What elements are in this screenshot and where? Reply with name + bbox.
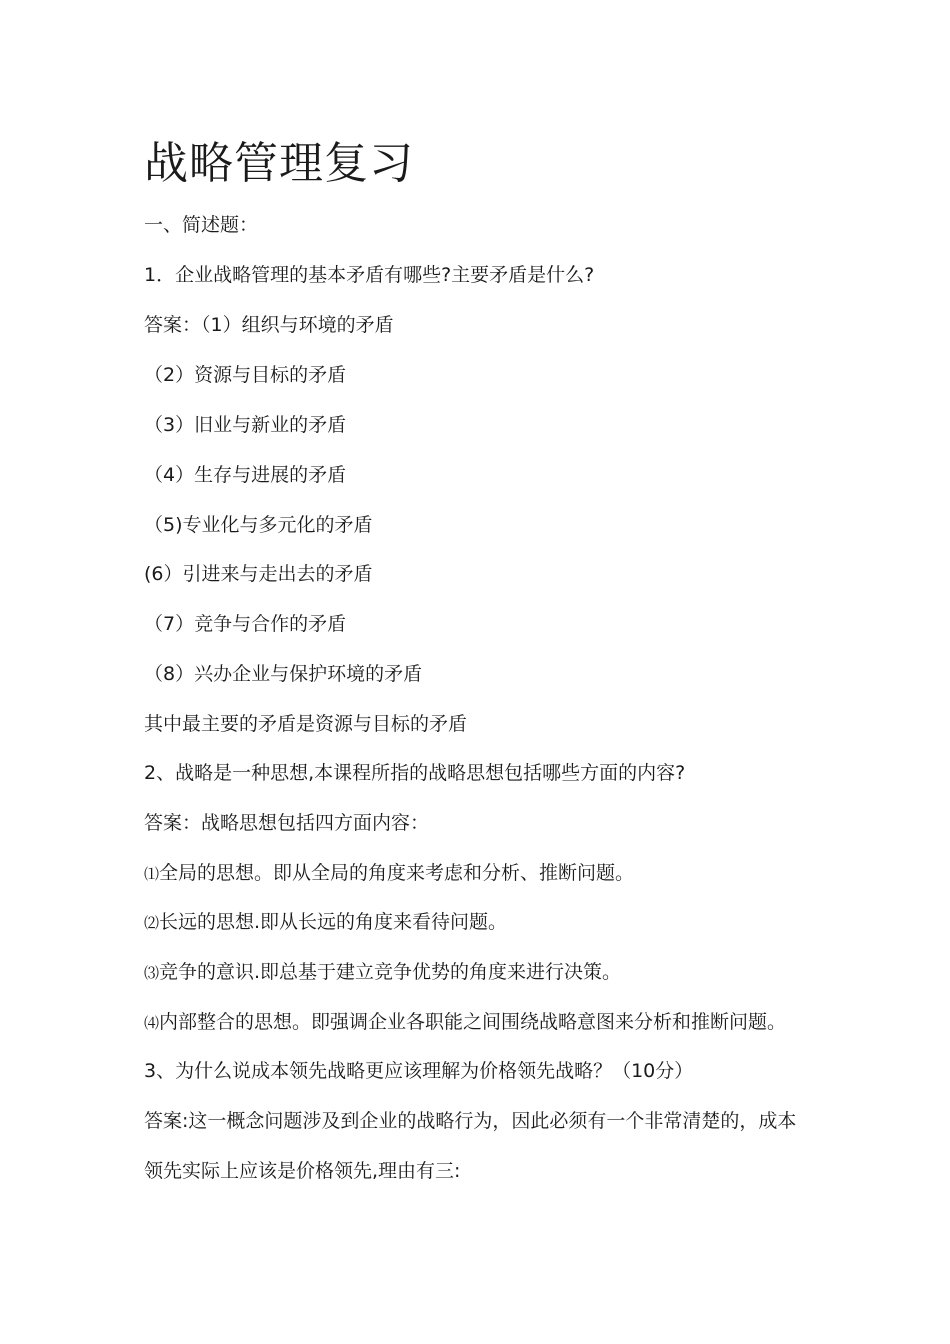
question-2: 2、战略是一种思想,本课程所指的战略思想包括哪些方面的内容?	[144, 762, 686, 784]
item-text: 全局的思想。即从全局的角度来考虑和分析、推断问题。	[159, 862, 635, 884]
item-number: ⑵	[144, 914, 160, 932]
answer-1-item: （3）旧业与新业的矛盾	[144, 414, 347, 436]
answer-1-item: （2）资源与目标的矛盾	[144, 364, 347, 386]
question-1: 1．企业战略管理的基本矛盾有哪些?主要矛盾是什么?	[144, 264, 595, 286]
answer-1-item: （8）兴办企业与保护环境的矛盾	[144, 663, 423, 685]
answer-1-item: （7）竞争与合作的矛盾	[144, 613, 347, 635]
answer-2-intro: 答案：战略思想包括四方面内容：	[144, 812, 430, 834]
answer-2-item	[144, 959, 621, 986]
document-title: 战略管理复习	[144, 138, 414, 189]
question-3: 3、为什么说成本领先战略更应该理解为价格领先战略？（10分）	[144, 1060, 694, 1082]
answer-2-item	[144, 1009, 786, 1036]
answer-1-conclusion: 其中最主要的矛盾是资源与目标的矛盾	[144, 713, 468, 735]
item-text: 竞争的意识.即总基于建立竞争优势的角度来进行决策。	[159, 961, 622, 983]
section-heading: 一、简述题：	[144, 214, 259, 236]
answer-1-item: (6）引进来与走出去的矛盾	[144, 563, 373, 585]
answer-2-item	[144, 860, 634, 887]
item-text: 长远的思想.即从长远的角度来看待问题。	[159, 911, 508, 933]
answer-3-line: 答案:这一概念问题涉及到企业的战略行为，因此必须有一个非常清楚的，成本	[144, 1110, 797, 1132]
item-text: 内部整合的思想。即强调企业各职能之间围绕战略意图来分析和推断问题。	[159, 1011, 787, 1033]
answer-1-item: （4）生存与进展的矛盾	[144, 464, 347, 486]
answer-1-intro: 答案：（1）组织与环境的矛盾	[144, 314, 394, 336]
answer-1-item: （5)专业化与多元化的矛盾	[144, 514, 373, 536]
answer-3-line: 领先实际上应该是价格领先,理由有三:	[144, 1160, 461, 1182]
item-number: ⑶	[144, 964, 160, 982]
answer-2-item	[144, 909, 507, 936]
item-number: ⑷	[144, 1014, 160, 1032]
item-number: ⑴	[144, 865, 160, 883]
